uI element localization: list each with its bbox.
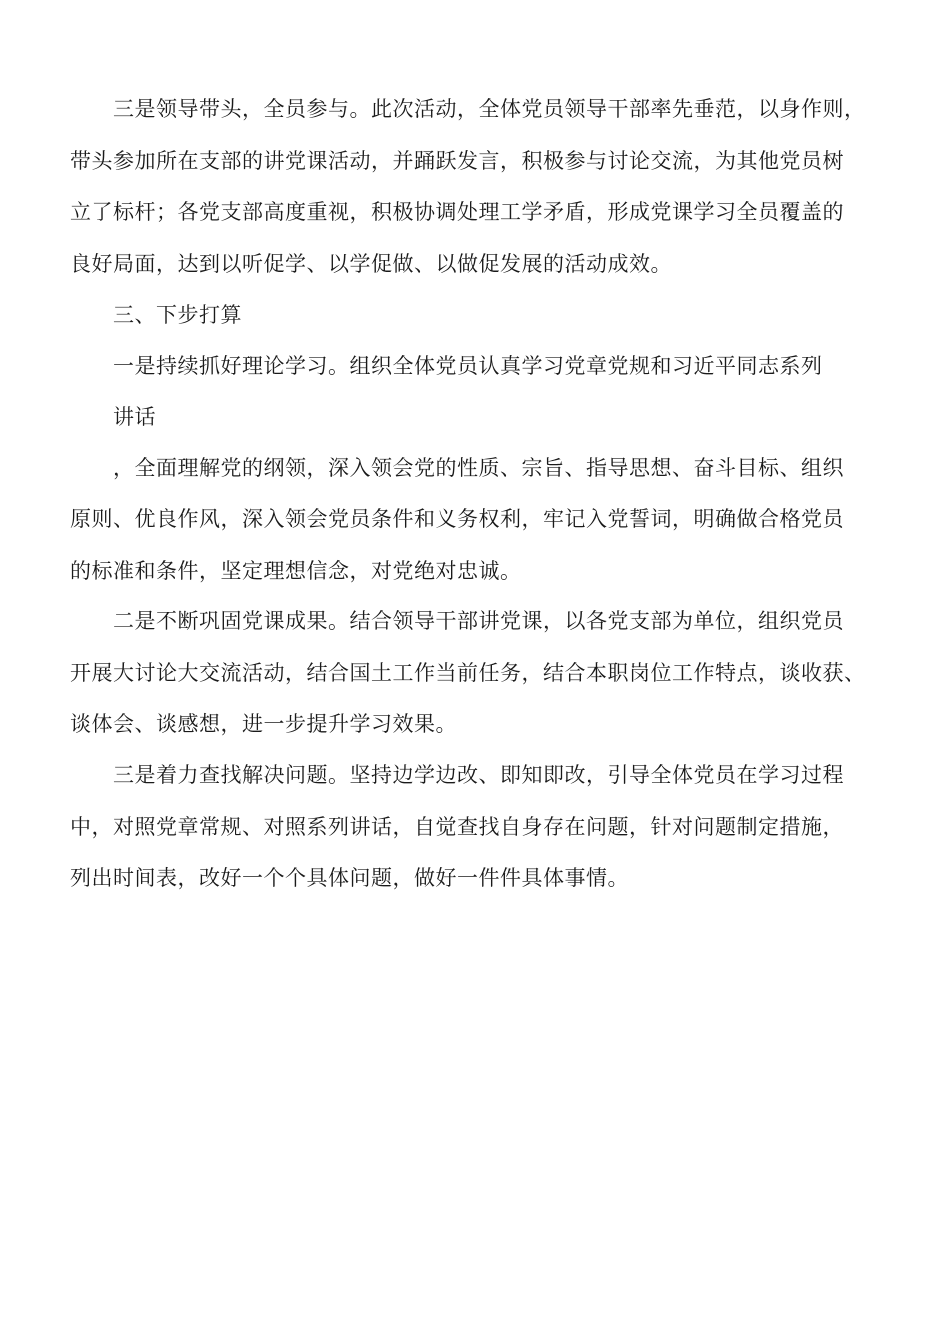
text-line: ，全面理解党的纲领，深入领会党的性质、宗旨、指导思想、奋斗目标、组织: [113, 456, 844, 480]
paragraph-understanding-cont: [70, 494, 844, 597]
text-line: 一是持续抓好理论学习。组织全体党员认真学习党章党规和习近平同志系列: [113, 354, 823, 378]
paragraph-fragment: [113, 392, 156, 444]
paragraph-solve-problems: [70, 750, 844, 905]
text-line: 原则、优良作风，深入领会党员条件和义务权利，牢记入党誓词，明确做合格党员: [70, 507, 844, 531]
text-line: 良好局面，达到以听促学、以学促做、以做促发展的活动成效。: [70, 251, 672, 276]
paragraph-consolidate: [70, 596, 866, 751]
text-line: 中，对照党章常规、对照系列讲话，自觉查找自身存在问题，针对问题制定措施，: [70, 814, 844, 839]
paragraph-understanding: [113, 443, 844, 495]
section-heading: [113, 290, 242, 342]
text-line: 三是着力查找解决问题。坚持边学边改、即知即改，引导全体党员在学习过程: [113, 763, 844, 787]
text-line: 带头参加所在支部的讲党课活动，并踊跃发言，积极参与讨论交流，为其他党员树: [70, 148, 844, 173]
text-line: 二是不断巩固党课成果。结合领导干部讲党课，以各党支部为单位，组织党员: [113, 609, 844, 633]
text-line: 谈体会、谈感想，进一步提升学习效果。: [70, 712, 457, 736]
text-line: 的标准和条件，坚定理想信念，对党绝对忠诚。: [70, 558, 522, 583]
text-line: 列出时间表，改好一个个具体问题，做好一件件具体事情。: [70, 866, 629, 890]
text-line: 讲话: [113, 405, 156, 429]
paragraph-theory-study: [113, 341, 823, 393]
text-line: 三是领导带头，全员参与。此次活动，全体党员领导干部率先垂范，以身作则，: [113, 97, 866, 121]
text-line: 开展大讨论大交流活动，结合国土工作当前任务，结合本职岗位工作特点，谈收获、: [70, 660, 866, 685]
section-heading-text: 三、下步打算: [113, 303, 242, 327]
paragraph-leadership: [70, 84, 866, 290]
text-line: 立了标杆；各党支部高度重视，积极协调处理工学矛盾，形成党课学习全员覆盖的: [70, 200, 844, 224]
